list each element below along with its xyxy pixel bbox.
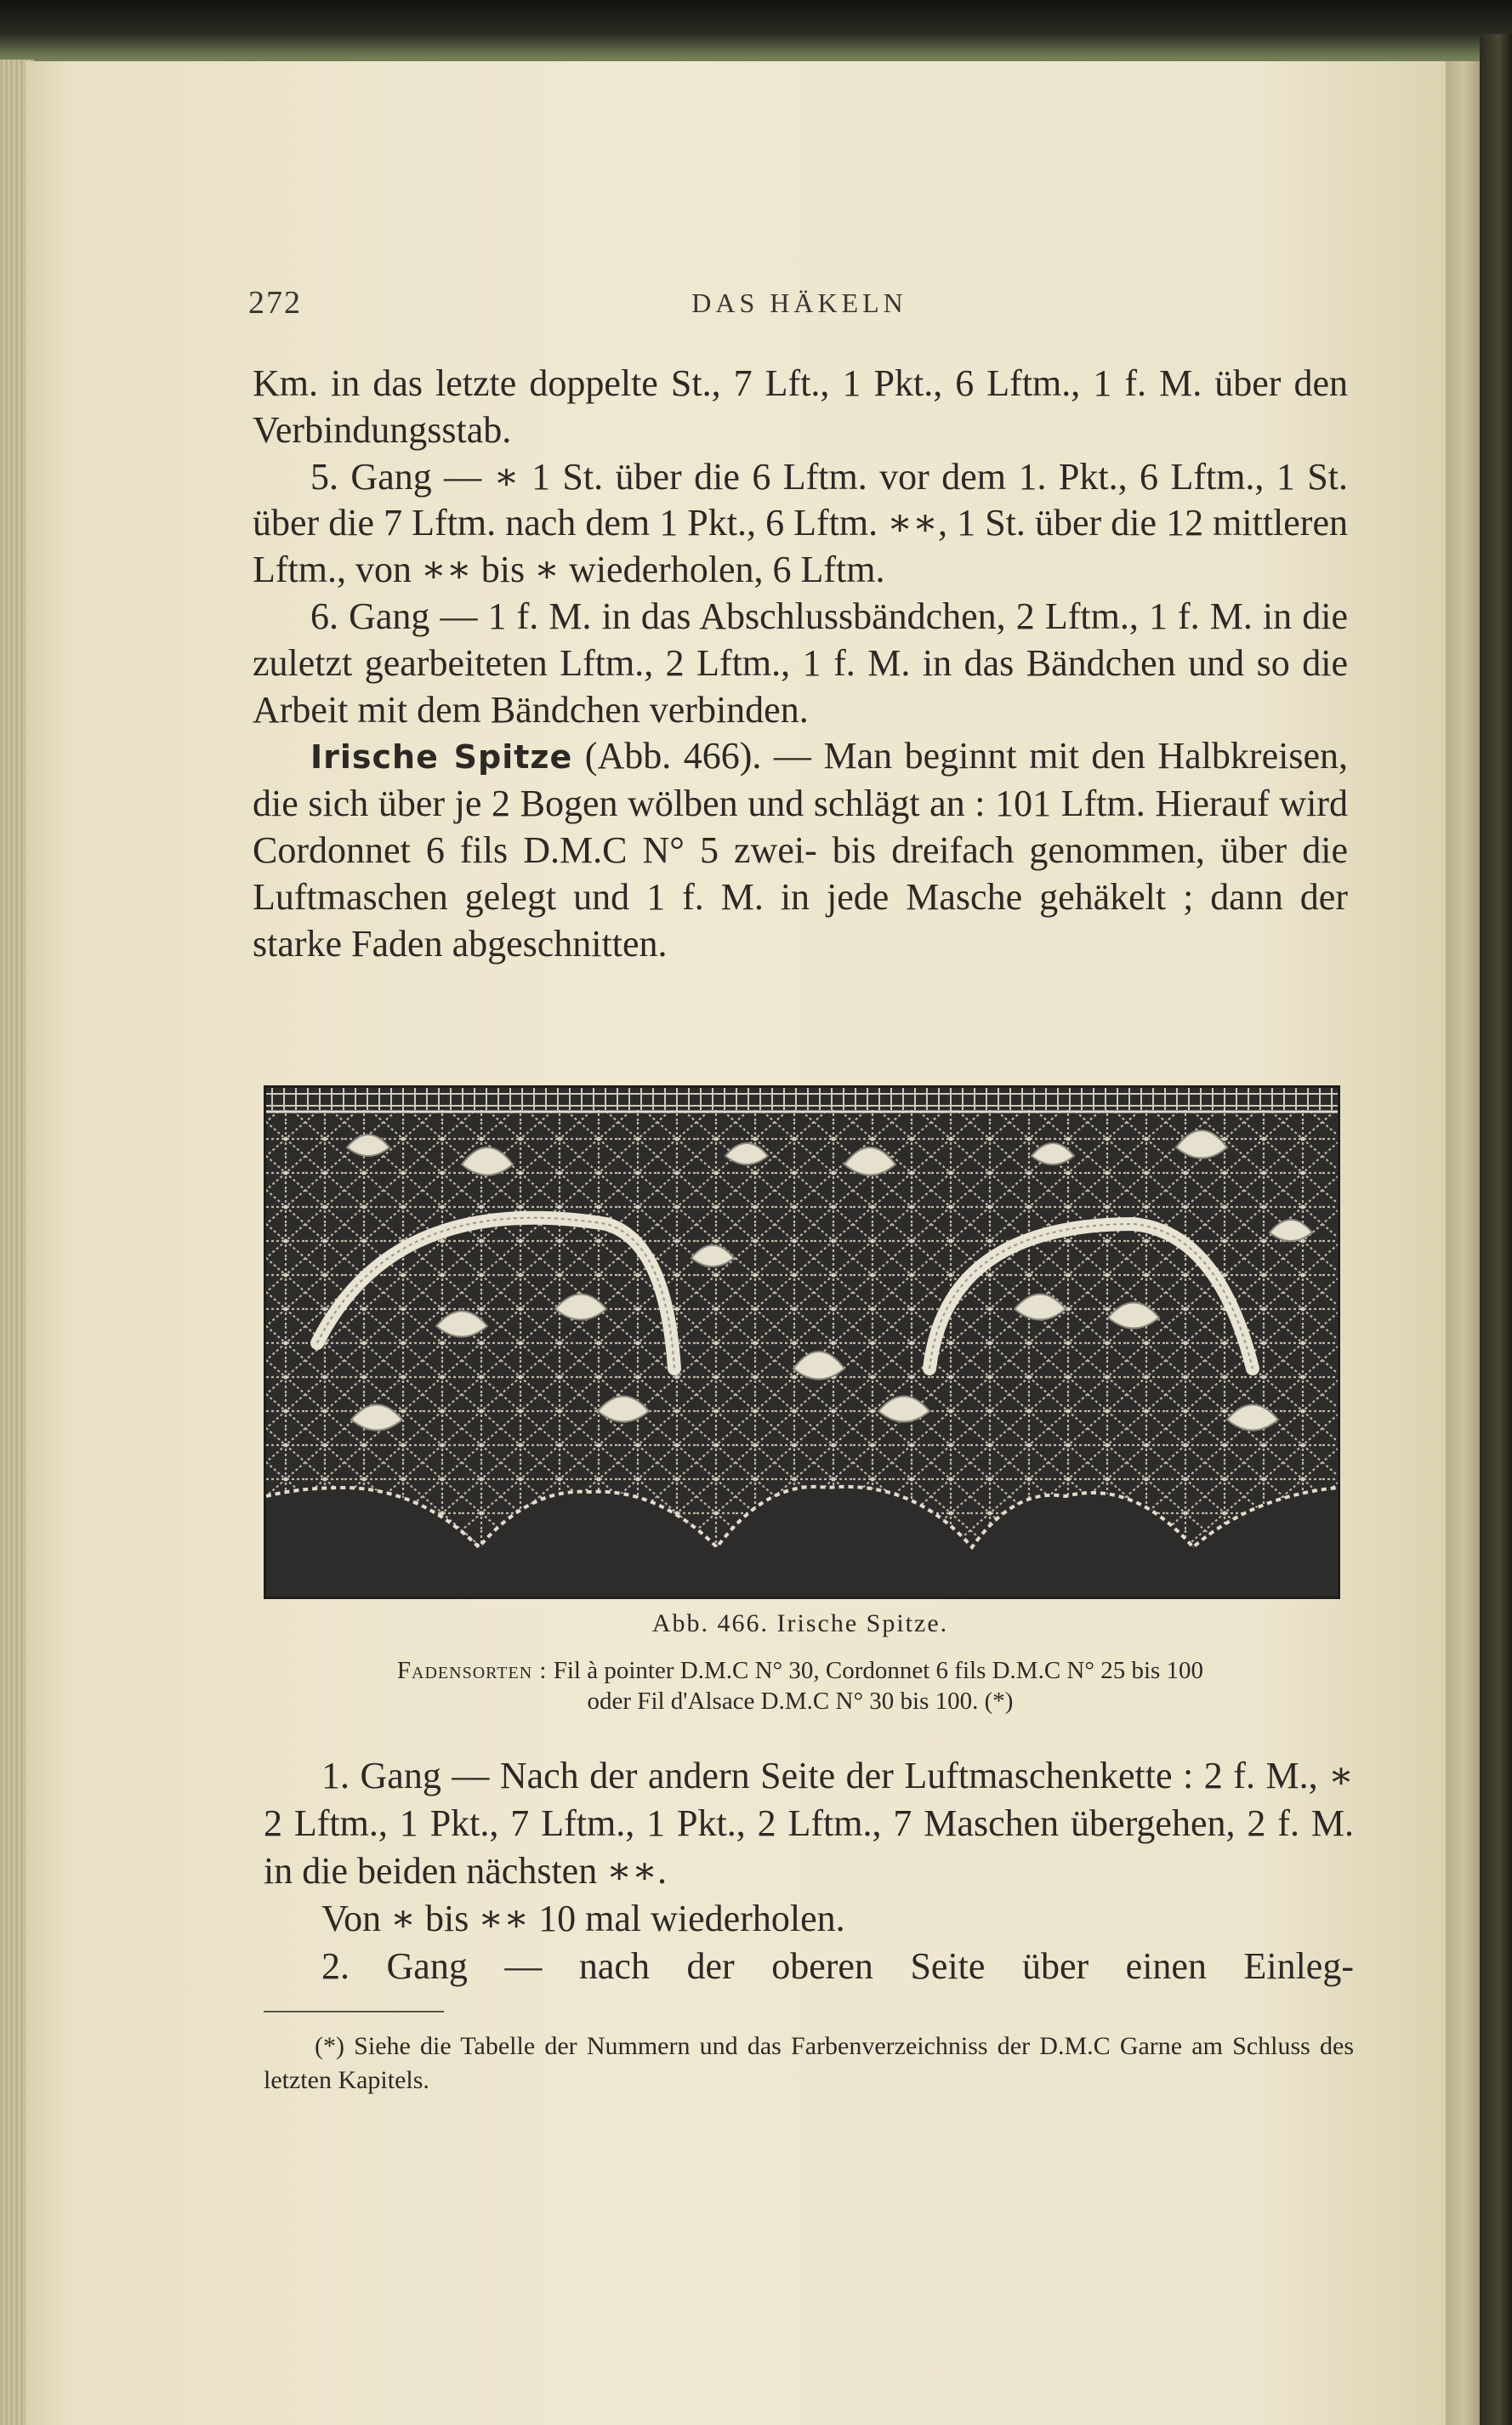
body-text-bottom	[264, 1752, 1354, 1990]
chapter-title: DAS HÄKELN	[691, 287, 907, 318]
paragraph: 6. Gang — 1 f. M. in das Abschlussbändchen, 2 Lftm., 1 f. M. in die zuletzt gearbeiteten Lftm., 2 Lftm., 1 f. M. in das Bändchen und so die Arbeit mit dem Bändchen verbinden.	[253, 595, 1348, 731]
paragraph-irish-lace	[253, 733, 1348, 967]
thread-types	[253, 1655, 1348, 1716]
footnote	[264, 2029, 1354, 2098]
thread-types-line2: oder Fil d'Alsace D.M.C N° 30 bis 100. (*)	[587, 1688, 1014, 1715]
footnote-text: (*) Siehe die Tabelle der Nummern und das Farbenverzeichniss der D.M.C Garne am Schluss des letzten Kapitels.	[264, 2032, 1354, 2094]
footnote-rule	[264, 2011, 444, 2012]
paragraph: 5. Gang — ∗ 1 St. über die 6 Lftm. vor dem 1. Pkt., 6 Lftm., 1 St. über die 7 Lftm. nach dem 1 Pkt., 6 Lftm. ∗∗, 1 St. über die 12 mittleren Lftm., von ∗∗ bis ∗ wiederholen, 6 Lftm.	[253, 455, 1348, 591]
paragraph: Von ∗ bis ∗∗ 10 mal wiederholen.	[321, 1898, 845, 1939]
page-number: 272	[248, 285, 302, 321]
running-head	[248, 281, 1350, 332]
thread-types-label: Fadensorten :	[396, 1657, 548, 1684]
paragraph: Km. in das letzte doppelte St., 7 Lft., 1 Pkt., 6 Lftm., 1 f. M. über den Verbindungsstab.	[253, 362, 1348, 451]
thread-types-line1: Fil à pointer D.M.C N° 30, Cordonnet 6 fils D.M.C N° 25 bis 100	[547, 1657, 1204, 1684]
paragraph: 2. Gang — nach der oberen Seite über einen Einleg-	[321, 1945, 1354, 1987]
figure-caption: Abb. 466. Irische Spitze.	[651, 1609, 949, 1637]
body-text-top	[253, 361, 1348, 967]
paragraph: 1. Gang — Nach der andern Seite der Luftmaschenkette : 2 f. M., ∗ 2 Lftm., 1 Pkt., 7 Lftm., 1 Pkt., 2 Lftm., 7 Maschen übergehen, 2 f. M. in die beiden nächsten ∗∗.	[264, 1755, 1354, 1892]
book-cover-right	[1480, 34, 1512, 2425]
page-gutter	[1446, 61, 1481, 2425]
lace-illustration	[264, 1085, 1340, 1599]
section-heading: Irische Spitze	[310, 738, 573, 777]
paragraph-text: (Abb. 466). — Man beginnt mit den Halbkreisen, die sich über je 2 Bogen wölben und schlägt an : 101 Lftm. Hierauf wird Cordonnet 6 fils D.M.C N° 5 zwei- bis dreifach genommen, über die Luftmaschen gelegt und 1 f. M. in jede Masche gehäkelt ; dann der starke Faden abgeschnitten.	[253, 735, 1348, 965]
